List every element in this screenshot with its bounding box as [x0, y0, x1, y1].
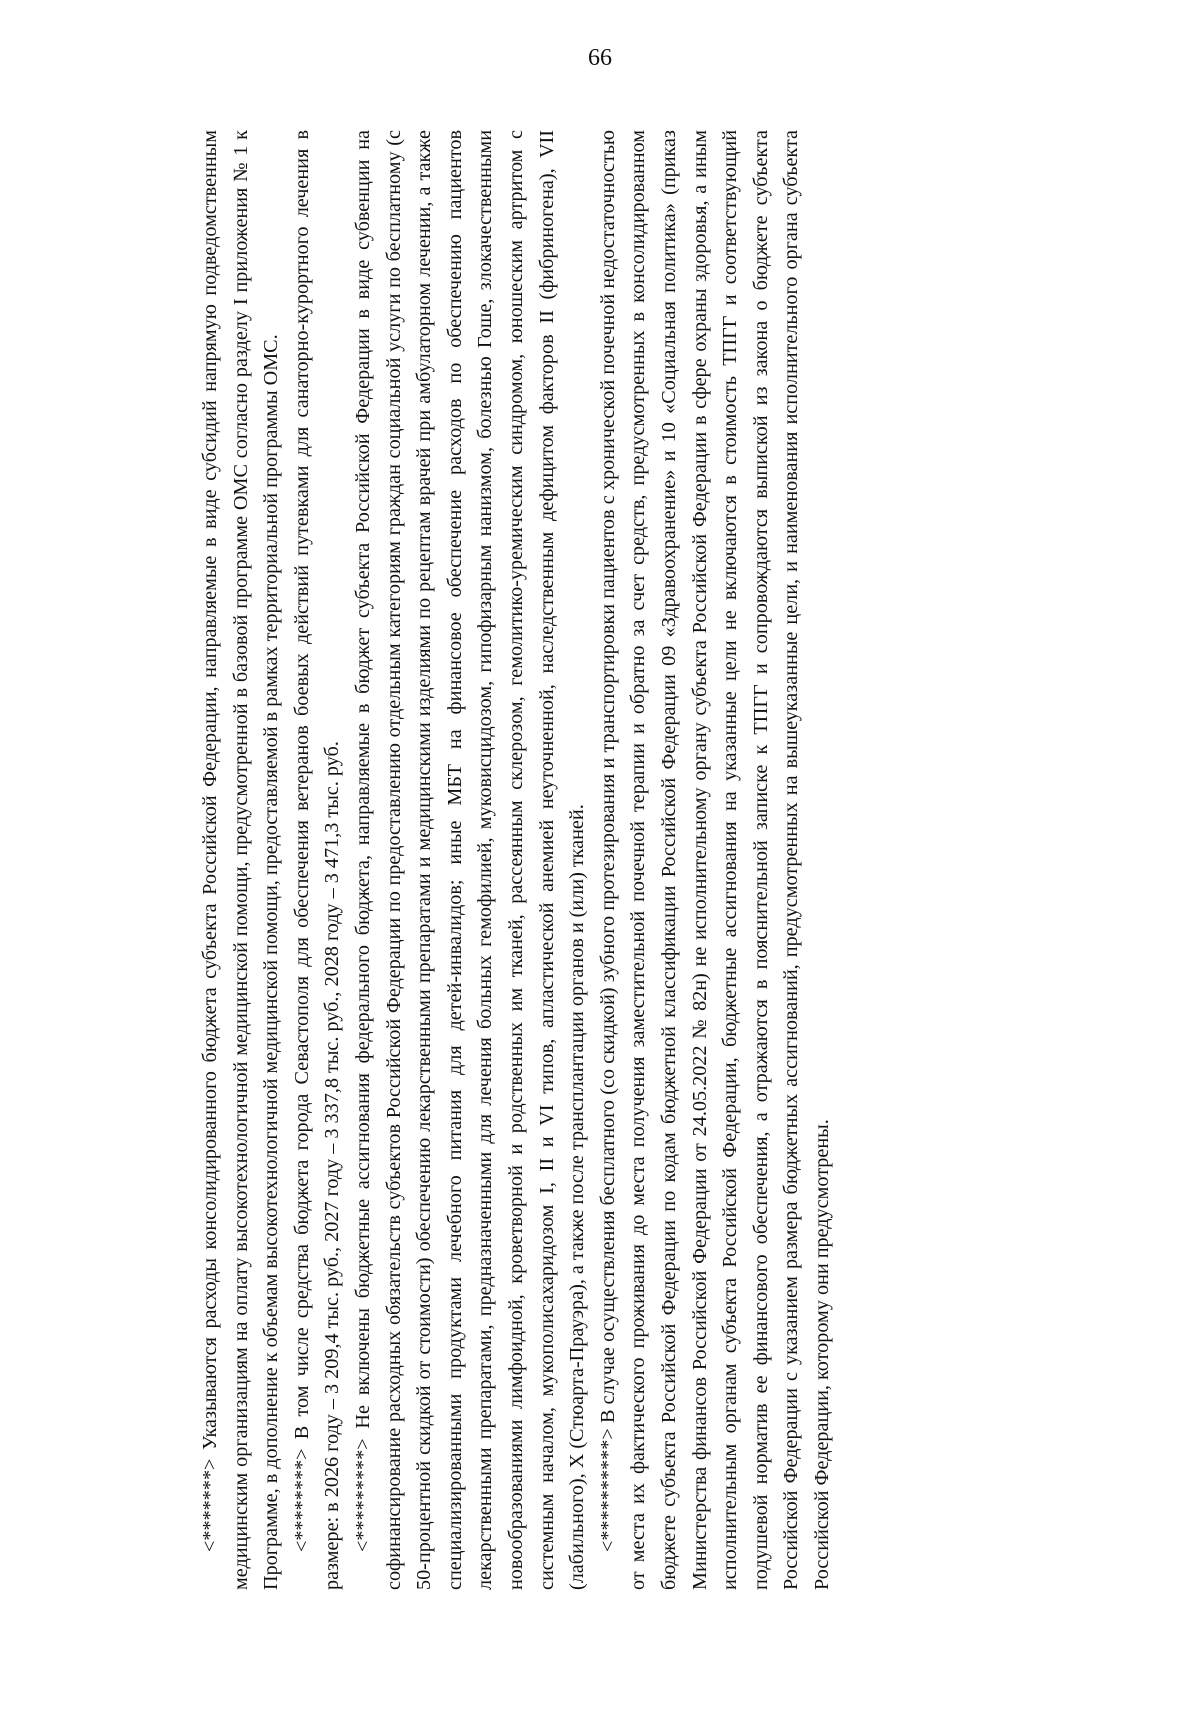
footnote-8	[287, 130, 348, 1590]
footnote-marker: <*********>	[351, 1438, 374, 1552]
footnote-marker: <********>	[290, 1448, 313, 1552]
footnote-text: Указываются расходы консолидированного бюджета субъекта Российской Федерации, направляемые в виде субсидий напрямую подведомственным медицинским организациям на оплату высокотехнологичной медицинской помощи, предусмотренной в базовой программе ОМС согласно разделу I приложения № 1 к Программе, в дополнение к объемам высокотехнологичной медицинской помощи, предоставляемой в рамках территориальной программы ОМС.	[199, 130, 283, 1590]
footnote-10	[593, 130, 838, 1590]
footnote-text: В случае осуществления бесплатного (со скидкой) зубного протезирования и транспортировки пациентов с хронической почечной недостаточностью от места их фактического проживания до места получения заместительной почечной терапии и обратно за счет средств, предусмотренных в консолидированном бюджете субъекта Российской Федерации по кодам бюджетной классификации Российской Федерации 09 «Здравоохранение» и 10 «Социальная политика» (приказ Министерства финансов Российской Федерации от 24.05.2022 № 82н) не исполнительному органу субъекта Российской Федерации в сфере охраны здоровья, а иным исполнительным органам субъекта Российской Федерации, бюджетные ассигнования на указанные цели не включаются в стоимость ТПГГ и соответствующий подушевой норматив ее финансового обеспечения, а отражаются в пояснительной записке к ТПГГ и сопровождаются выпиской из закона о бюджете субъекта Российской Федерации с указанием размера бюджетных ассигнований, предусмотренных на вышеуказанные цели, и наименования исполнительного органа субъекта Российской Федерации, которому они предусмотрены.	[596, 130, 833, 1590]
footnote-marker: <*******>	[199, 1458, 221, 1552]
footnote-marker: <**********>	[596, 1428, 619, 1552]
footnote-7	[195, 130, 287, 1590]
rotated-text-frame	[180, 100, 1060, 1620]
footnote-9	[348, 130, 593, 1590]
footnotes-text-block	[195, 130, 1045, 1590]
footnote-text: В том числе средства бюджета города Севастополя для обеспечения ветеранов боевых действий путевками для санаторно-курортного лечения в размере: в 2026 году – 3 209,4 тыс. руб., 2027 году – 3 337,8 тыс. руб., 2028 году – 3 471,3 тыс. руб.	[290, 130, 344, 1590]
page-number: 66	[588, 45, 612, 71]
footnote-text: Не включены бюджетные ассигнования федерального бюджета, направляемые в бюджет субъекта Российской Федерации в виде субвенции на софинансирование расходных обязательств субъектов Российской Федерации по предоставлению отдельным категориям граждан социальной услуги по бесплатному (с 50-процентной скидкой от стоимости) обеспечению лекарственными препаратами и медицинскими изделиями по рецептам врачей при амбулаторном лечении, а также специализированными продуктами лечебного питания для детей-инвалидов; иные МБТ на финансовое обеспечение расходов по обеспечению пациентов лекарственными препаратами, предназначенными для лечения больных гемофилией, муковисцидозом, гипофизарным нанизмом, болезнью Гоше, злокачественными новообразованиями лимфоидной, кроветворной и родственных им тканей, рассеянным склерозом, гемолитико-уремическим синдромом, юношеским артритом с системным началом, мукополисахаридозом I, II и VI типов, апластической анемией неуточненной, наследственным дефицитом факторов II (фибриногена), VII (лабильного), X (Стюарта-Прауэра), а также после трансплантации органов и (или) тканей.	[351, 130, 589, 1590]
